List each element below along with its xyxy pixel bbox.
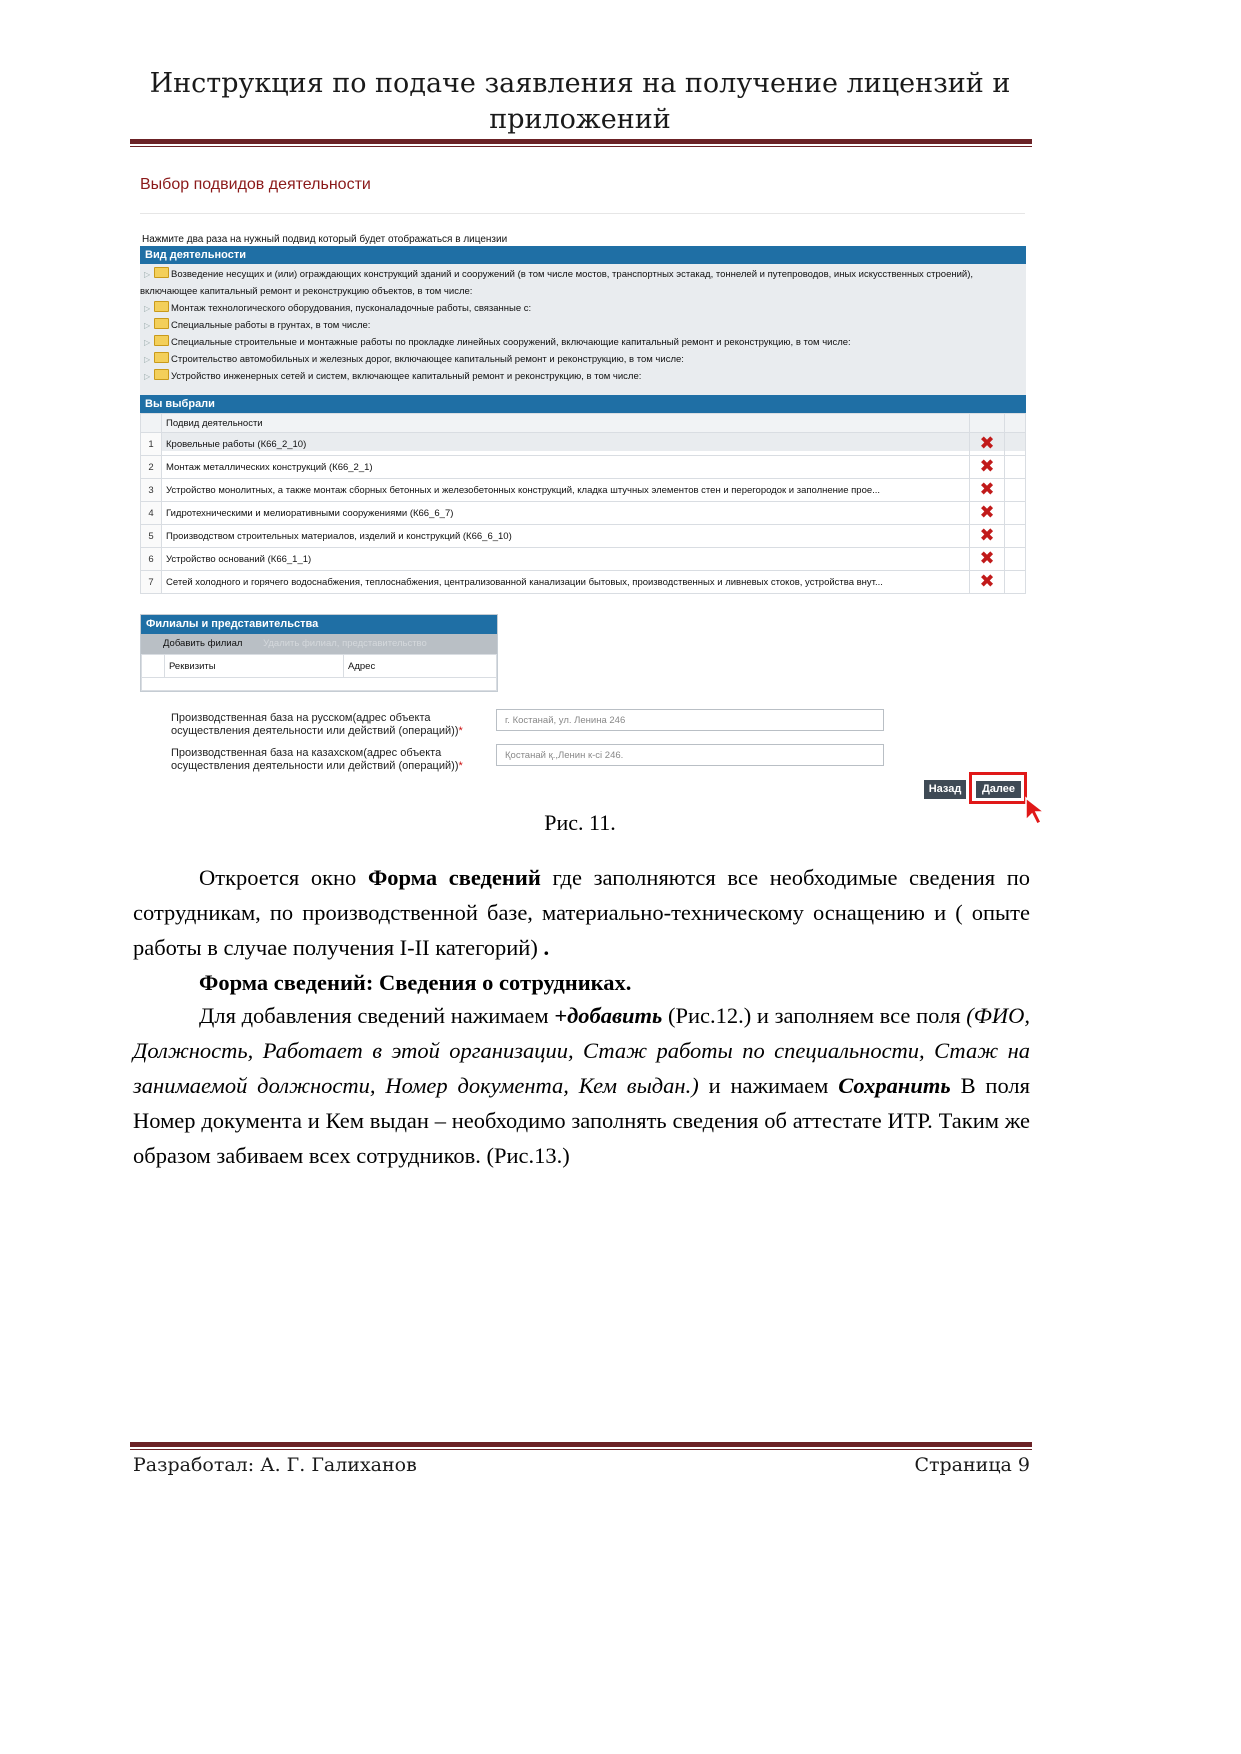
production-base-ru-label: Производственная база на русском(адрес объекта осуществления деятельности или действий (операций))*	[171, 712, 463, 737]
add-branch-button[interactable]: Добавить филиал	[163, 638, 243, 649]
row-text: Гидротехническими и мелиоративными сооружениями (К66_6_7)	[166, 507, 454, 519]
activity-panel-header: Вид деятельности	[140, 246, 1026, 264]
folder-icon	[154, 301, 169, 312]
chosen-table	[140, 413, 1026, 594]
paragraph-form-intro: Откроется окно Форма сведений где заполняются все необходимые сведения по сотрудникам, по производственной базе, материально-техническому оснащению и ( опыте работы в случае получения I-II категорий) .	[133, 865, 1030, 960]
branches-toolbar	[141, 634, 497, 654]
expand-arrow-icon[interactable]: ▷	[144, 321, 151, 330]
folder-icon	[154, 352, 169, 363]
screen-title: Выбор подвидов деятельности	[140, 176, 371, 193]
row-number: 5	[141, 525, 162, 548]
chosen-panel-header: Вы выбрали	[140, 395, 1026, 413]
delete-icon[interactable]: ✖	[979, 525, 995, 546]
title-divider	[140, 213, 1025, 214]
delete-icon[interactable]: ✖	[979, 571, 995, 592]
row-text: Сетей холодного и горячего водоснабжения, теплоснабжения, централизованной канализации бытовых, производственных и ливневых стоков, устройства внут...	[166, 576, 883, 588]
paragraph-add-employees: Для добавления сведений нажимаем +добавить (Рис.12.) и заполняем все поля (ФИО, Должность, Работает в этой организации, Стаж работы по специальности, Стаж на занимаемой должности, Номер документа, Кем выдан.) и нажимаем Сохранить В поля Номер документа и Кем выдан – необходимо заполнять сведения об аттестате ИТР. Таким же образом забиваем всех сотрудников. (Рис.13.)	[133, 1003, 1031, 1168]
footer-author: Разработал: А. Г. Галиханов	[133, 1454, 417, 1476]
table-row[interactable]	[141, 502, 1026, 525]
expand-arrow-icon[interactable]: ▷	[144, 372, 151, 381]
row-number: 7	[141, 571, 162, 594]
delete-icon[interactable]: ✖	[979, 502, 995, 523]
branches-table	[141, 654, 497, 691]
row-number: 3	[141, 479, 162, 502]
remove-branch-button[interactable]: Удалить филиал, представительство	[263, 638, 427, 649]
delete-icon[interactable]: ✖	[979, 548, 995, 569]
delete-icon[interactable]: ✖	[979, 456, 995, 477]
back-button[interactable]: Назад	[924, 780, 966, 799]
production-base-kz-input[interactable]: Қостанай қ.,Ленин к-сі 246.	[496, 744, 884, 766]
table-row[interactable]	[141, 525, 1026, 548]
production-base-kz-label: Производственная база на казахском(адрес объекта осуществления деятельности или действий (операций))*	[171, 747, 463, 772]
header-rule	[130, 139, 1032, 147]
row-number: 2	[141, 456, 162, 479]
table-row[interactable]	[141, 571, 1026, 594]
expand-arrow-icon[interactable]: ▷	[144, 338, 151, 347]
folder-icon	[154, 369, 169, 380]
branches-panel-header: Филиалы и представительства	[141, 615, 497, 634]
row-number: 4	[141, 502, 162, 525]
table-row[interactable]	[141, 456, 1026, 479]
chosen-panel	[140, 395, 1026, 594]
delete-icon[interactable]: ✖	[979, 433, 995, 454]
column-header-address: Адрес	[344, 655, 497, 678]
table-header-row	[142, 655, 497, 678]
row-text: Монтаж металлических конструкций (К66_2_1)	[166, 461, 373, 473]
document-header	[130, 66, 1030, 138]
table-header-row	[141, 414, 1026, 433]
expand-arrow-icon[interactable]: ▷	[144, 270, 151, 279]
expand-arrow-icon[interactable]: ▷	[144, 355, 151, 364]
tree-node[interactable]: ▷ Устройство инженерных сетей и систем, включающее капитальный ремонт и реконструкцию, в том числе:	[140, 368, 1026, 385]
delete-icon[interactable]: ✖	[979, 479, 995, 500]
tree-node[interactable]: ▷ Специальные строительные и монтажные работы по прокладке линейных сооружений, включающие капитальный ремонт и реконструкцию, в том числе:	[140, 334, 1026, 351]
column-header-subtype: Подвид деятельности	[162, 414, 970, 433]
table-row[interactable]	[141, 433, 1026, 456]
table-row[interactable]	[141, 548, 1026, 571]
row-text: Кровельные работы (К66_2_10)	[166, 438, 307, 450]
row-text: Устройство монолитных, а также монтаж сборных бетонных и железобетонных конструкций, кладка штучных элементов стен и перегородок и заполнение прое...	[166, 484, 881, 496]
tree-node[interactable]: ▷ Монтаж технологического оборудования, пусконаладочные работы, связанные с:	[140, 300, 1026, 317]
column-header-requisites: Реквизиты	[165, 655, 344, 678]
next-button[interactable]: Далее	[976, 781, 1021, 798]
tree-node[interactable]: ▷ Строительство автомобильных и железных дорог, включающее капитальный ремонт и реконструкцию, в том числе:	[140, 351, 1026, 368]
paragraph-section-heading: Форма сведений: Сведения о сотрудниках.	[199, 970, 632, 995]
folder-icon	[154, 267, 169, 278]
next-button-highlight	[969, 772, 1027, 804]
table-row[interactable]	[141, 479, 1026, 502]
folder-icon	[154, 318, 169, 329]
row-text: Производством строительных материалов, изделий и конструкций (К66_6_10)	[166, 530, 512, 542]
figure-caption: Рис. 11.	[544, 810, 616, 835]
folder-icon	[154, 335, 169, 346]
expand-arrow-icon[interactable]: ▷	[144, 304, 151, 313]
footer-page-number: Страница 9	[914, 1454, 1030, 1476]
header-title-line2: приложений	[489, 104, 671, 135]
embedded-screenshot	[140, 170, 1030, 830]
tree-node[interactable]: ▷ Возведение несущих и (или) ограждающих конструкций зданий и сооружений (в том числе мостов, транспортных эстакад, тоннелей и путепроводов, иных искусственных строений), включающее капитальный ремонт и реконструкцию объектов, в том числе:	[140, 266, 1026, 300]
row-text: Устройство оснований (К66_1_1)	[166, 553, 312, 565]
tree-node[interactable]: ▷ Специальные работы в грунтах, в том числе:	[140, 317, 1026, 334]
production-base-ru-input[interactable]: г. Костанай, ул. Ленина 246	[496, 709, 884, 731]
branches-panel	[140, 614, 498, 692]
row-number: 6	[141, 548, 162, 571]
empty-row	[142, 678, 497, 691]
header-title-line1: Инструкция по подаче заявления на получение лицензий и	[149, 68, 1011, 99]
footer-rule	[130, 1442, 1032, 1450]
hint-text: Нажмите два раза на нужный подвид который будет отображаться в лицензии	[142, 234, 508, 245]
row-number: 1	[141, 433, 162, 456]
